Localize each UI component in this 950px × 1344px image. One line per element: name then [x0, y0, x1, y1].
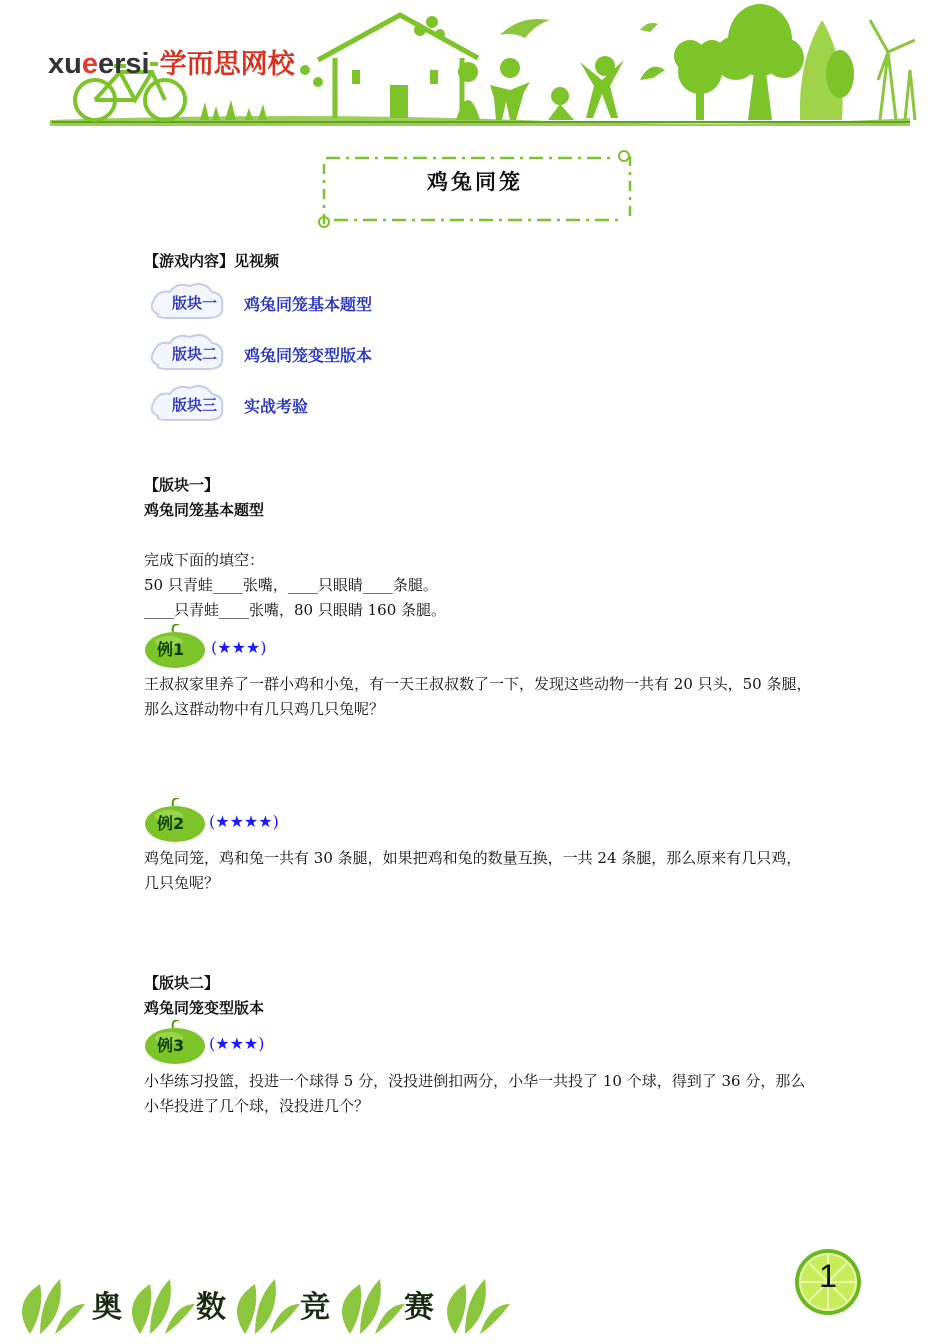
- difficulty-stars: (★★★★): [209, 812, 279, 831]
- section1-heading: 【版块一】: [144, 476, 220, 494]
- brand-logo-chinese: 学而思网校: [159, 49, 295, 79]
- menu-item-section2[interactable]: 版块二 鸡兔同笼变型版本: [148, 333, 408, 375]
- section2-heading: 【版块二】: [144, 974, 220, 992]
- menu-item-section1[interactable]: 版块一 鸡兔同笼基本题型: [148, 282, 408, 324]
- brand-logo[interactable]: xueersi 学而思网校: [48, 48, 295, 80]
- footer-char: 赛: [404, 1290, 434, 1325]
- example-3-text: 小华练习投篮，投进一个球得 5 分，没投进倒扣两分，小华一共投了 10 个球，得到了 36 分，那么小华投进了几个球，没投进几个？: [144, 1072, 806, 1115]
- intro-text: 【游戏内容】见视频: [144, 252, 280, 270]
- menu-item-label: 实战考验: [244, 397, 309, 416]
- difficulty-stars: (★★★): [211, 638, 267, 657]
- example-2-header: [143, 798, 343, 844]
- footer-char: 竞: [300, 1290, 330, 1325]
- exercise-prompt: 完成下面的填空：: [144, 551, 265, 569]
- exercise-line: ____只青蛙____张嘴，80 只眼睛 160 条腿。: [144, 601, 447, 619]
- section1-subheading: 鸡兔同笼基本题型: [144, 501, 265, 519]
- example-badge: 例1: [157, 640, 185, 659]
- example-1-header: [143, 624, 343, 670]
- footer-char: 数: [196, 1290, 226, 1325]
- difficulty-stars: (★★★): [209, 1034, 265, 1053]
- menu-item-label: 鸡兔同笼变型版本: [244, 346, 373, 365]
- page-number: 1: [819, 1258, 837, 1294]
- example-badge: 例2: [157, 814, 185, 833]
- header-banner: [0, 0, 950, 135]
- leaf-decoration: [0, 1244, 520, 1344]
- example-3-header: [143, 1020, 343, 1066]
- menu-item-section3[interactable]: 版块三 实战考验: [148, 384, 408, 426]
- exercise-line: 50 只青蛙____张嘴，____只眼睛____条腿。: [144, 576, 438, 594]
- footer-char: 奥: [92, 1290, 122, 1325]
- section2-subheading: 鸡兔同笼变型版本: [144, 999, 265, 1017]
- example-1-text: 王叔叔家里养了一群小鸡和小兔，有一天王叔叔数了一下，发现这些动物一共有 20 只头，50 条腿，那么这群动物中有几只鸡几只兔呢？: [144, 675, 812, 718]
- example-badge: 例3: [157, 1036, 185, 1055]
- page-title: 鸡兔同笼: [427, 169, 523, 194]
- example-2-text: 鸡兔同笼，鸡和兔一共有 30 条腿，如果把鸡和兔的数量互换，一共 24 条腿，那么原来有几只鸡，几只兔呢？: [144, 849, 802, 892]
- menu-item-label: 鸡兔同笼基本题型: [244, 295, 373, 314]
